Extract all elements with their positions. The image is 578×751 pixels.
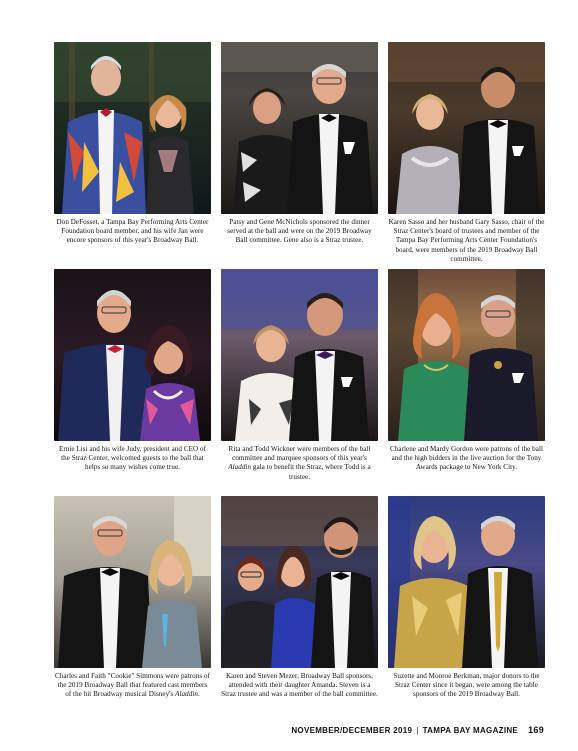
- footer-separator: |: [416, 726, 419, 735]
- photo-caption: Ernie Lisi and his wife Judy, president and CEO of the Straz Center, welcomed guests to the ball that helps so many wishes come true.: [58, 445, 207, 472]
- event-photo: [54, 496, 211, 668]
- photo-card: [388, 496, 545, 723]
- photo-card: [388, 42, 545, 269]
- photo-caption: Patsy and Gene McNichols sponsored the dinner served at the ball and were on the 2019 Broadway Ball committee. Gene also is a Straz trustee.: [227, 218, 372, 245]
- issue-date: NOVEMBER/DECEMBER 2019: [291, 726, 413, 735]
- event-photo: [388, 42, 545, 214]
- photo-caption: Karen and Steven Mezer, Broadway Ball sponsors, attended with their daughter Amanda. Steven is a Straz trustee and was a member of the ball committee.: [221, 672, 378, 699]
- photo-caption: Karen Sasso and her husband Gary Sasso, chair of the Straz Center's board of trustees and member of the Tampa Bay Performing Arts Center Foundation's board, were members of the 2019 Broadway Ball committee.: [388, 218, 545, 263]
- photo-caption: Rita and Todd Wickner were members of the ball committee and marquee sponsors of this year's Aladdin gala to benefit the Straz, where Todd is a trustee.: [228, 445, 371, 481]
- event-photo: [54, 42, 211, 214]
- photo-card: [54, 42, 211, 269]
- photo-card: [221, 496, 378, 723]
- photo-caption: Charles and Faith "Cookie" Simmons were patrons of the 2019 Broadway Ball that featured cast members of the hit Broadway musical Disney's Aladdin.: [54, 672, 211, 699]
- page-footer: [54, 725, 544, 737]
- photo-card: [388, 269, 545, 496]
- photo-card: [54, 269, 211, 496]
- event-photo: [54, 269, 211, 441]
- event-photo: [221, 42, 378, 214]
- photo-grid: [54, 42, 544, 723]
- photo-caption: Charlene and Mardy Gordon were patrons of the ball and the high bidders in the live auction for the Tony Awards package to New York City.: [390, 445, 543, 472]
- event-photo: [388, 269, 545, 441]
- magazine-name: TAMPA BAY MAGAZINE: [422, 726, 519, 735]
- event-photo: [221, 496, 378, 668]
- event-photo: [221, 269, 378, 441]
- photo-card: [54, 496, 211, 723]
- event-photo: [388, 496, 545, 668]
- photo-caption: Suzette and Monroe Berkman, major donors to the Straz Center since it began, were among the table sponsors of the 2019 Broadway Ball.: [393, 672, 540, 699]
- photo-card: [221, 269, 378, 496]
- page-number: 169: [528, 725, 544, 735]
- photo-card: [221, 42, 378, 269]
- photo-caption: Don DeFosset, a Tampa Bay Performing Arts Center Foundation board member, and his wife Jan were encore sponsors of this year's Broadway Ball.: [56, 218, 209, 245]
